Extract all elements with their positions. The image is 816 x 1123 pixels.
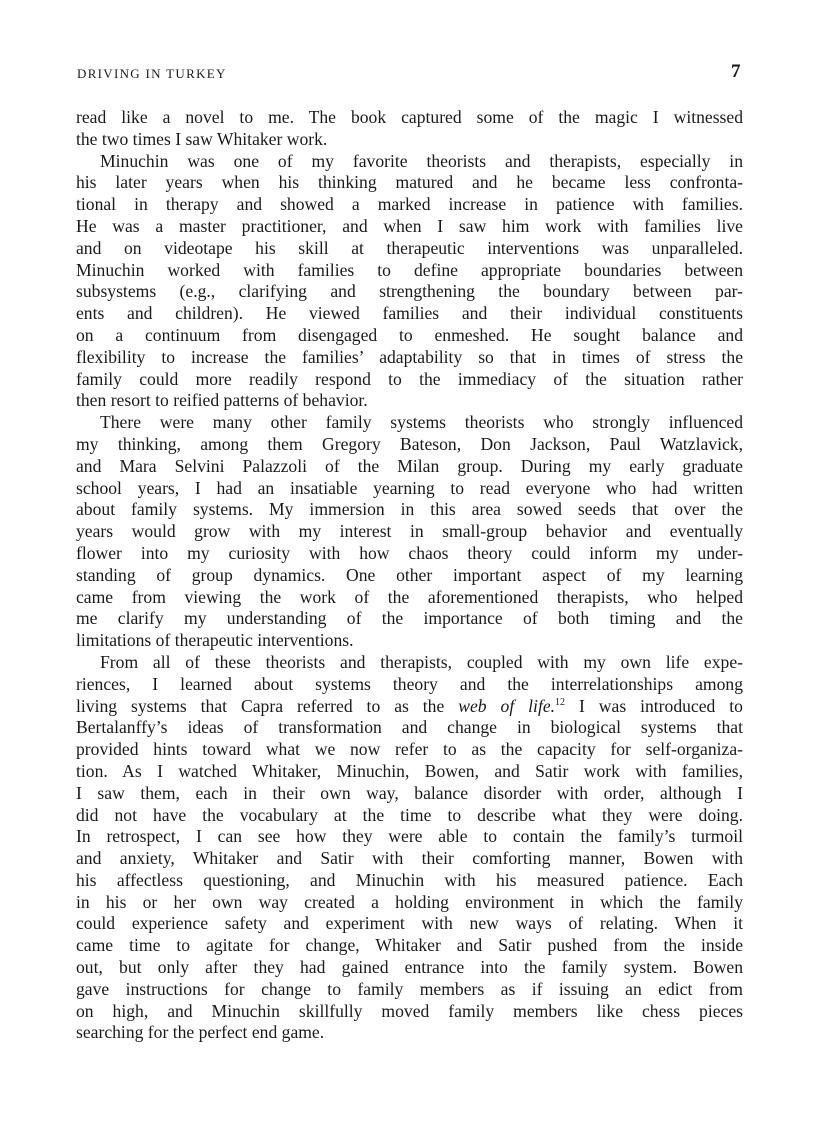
text-line-content: standing of group dynamics. One other important aspect of my learning (76, 564, 743, 585)
text-line (76, 325, 743, 347)
text-line-content: flexibility to increase the families’ adaptability so that in times of stress the (76, 346, 743, 367)
text-line (76, 347, 743, 369)
text-line-content: In retrospect, I can see how they were able to contain the family’s turmoil (76, 826, 743, 847)
text-line-content: gave instructions for change to family members as if issuing an edict from (76, 978, 743, 999)
text-line (76, 805, 743, 827)
text-line (76, 303, 743, 325)
text-line (76, 739, 743, 761)
text-line (76, 892, 743, 914)
text-line-content: on high, and Minuchin skillfully moved family members like chess pieces (76, 1000, 743, 1021)
text-line (76, 369, 743, 391)
text-line-content: came from viewing the work of the aforementioned therapists, who helped (76, 586, 743, 607)
text-line (76, 238, 743, 260)
text-line-content: searching for the perfect end game. (76, 1022, 325, 1043)
text-line-content: tional in therapy and showed a marked increase in patience with families. (76, 194, 743, 215)
text-line-content: and on videotape his skill at therapeutic interventions was unparalleled. (76, 237, 743, 258)
text-line-continuation: I was introduced to (565, 695, 743, 716)
text-line-content: Minuchin was one of my favorite theorists and therapists, especially in (100, 150, 743, 171)
text-line (76, 107, 743, 129)
text-line (76, 151, 743, 173)
text-line-content: I saw them, each in their own way, balance disorder with order, although I (76, 782, 743, 803)
text-line (76, 652, 743, 674)
page-number: 7 (731, 61, 741, 82)
text-line (76, 630, 743, 652)
text-line (76, 478, 743, 500)
text-line-content: and Mara Selvini Palazzoli of the Milan group. During my early graduate (76, 455, 743, 476)
text-line-content: flower into my curiosity with how chaos theory could inform my under- (76, 542, 743, 563)
text-line (76, 281, 743, 303)
text-line (76, 783, 743, 805)
text-line-content: He was a master practitioner, and when I saw him work with families live (76, 215, 743, 236)
text-line (76, 412, 743, 434)
text-line (76, 761, 743, 783)
text-line-content: read like a novel to me. The book captured some of the magic I witnessed (76, 107, 743, 127)
text-line-content: then resort to reified patterns of behavior. (76, 390, 368, 411)
text-line (76, 1001, 743, 1023)
text-line-content: subsystems (e.g., clarifying and strengthening the boundary between par- (76, 281, 743, 302)
text-line (76, 456, 743, 478)
text-line-content: living systems that Capra referred to as the (76, 695, 459, 716)
text-line (76, 434, 743, 456)
text-line (76, 696, 743, 718)
text-line-content: on a continuum from disengaged to enmeshed. He sought balance and (76, 324, 743, 345)
text-line (76, 935, 743, 957)
text-line-content: ents and children). He viewed families and their individual constituents (76, 303, 743, 324)
text-line (76, 172, 743, 194)
text-line (76, 979, 743, 1001)
text-line (76, 565, 743, 587)
text-line (76, 826, 743, 848)
text-line (76, 870, 743, 892)
text-line-content: in his or her own way created a holding environment in which the family (76, 891, 743, 912)
text-line (76, 216, 743, 238)
text-line-content: Bertalanffy’s ideas of transformation and change in biological systems that (76, 717, 743, 738)
text-line-content: school years, I had an insatiable yearning to read everyone who had written (76, 477, 743, 498)
text-line (76, 499, 743, 521)
italic-term: web of life. (458, 695, 556, 716)
text-line (76, 1022, 743, 1044)
footnote-reference: 12 (555, 696, 566, 708)
text-line-content: did not have the vocabulary at the time to describe what they were doing. (76, 804, 743, 825)
text-line (76, 260, 743, 282)
text-line (76, 521, 743, 543)
text-line (76, 913, 743, 935)
text-line (76, 194, 743, 216)
text-line (76, 543, 743, 565)
text-line-content: family could more readily respond to the immediacy of the situation rather (76, 368, 743, 389)
text-line-content: There were many other family systems theorists who strongly influenced (100, 412, 743, 433)
text-line (76, 717, 743, 739)
text-line (76, 390, 743, 412)
text-line (76, 957, 743, 979)
text-line-content: out, but only after they had gained entrance into the family system. Bowen (76, 957, 743, 978)
text-line (76, 129, 743, 151)
text-line-content: Minuchin worked with families to define appropriate boundaries between (76, 259, 743, 280)
text-line-content: From all of these theorists and therapists, coupled with my own life expe- (100, 651, 743, 672)
text-line-content: years would grow with my interest in small-group behavior and eventually (76, 521, 743, 542)
text-line-content: about family systems. My immersion in this area sowed seeds that over the (76, 499, 743, 520)
text-line-content: his later years when his thinking matured and he became less confronta- (76, 172, 743, 193)
text-line (76, 674, 743, 696)
text-line-content: tion. As I watched Whitaker, Minuchin, Bowen, and Satir work with families, (76, 760, 743, 781)
body-text (76, 107, 743, 1044)
text-line-content: could experience safety and experiment with new ways of relating. When it (76, 913, 743, 934)
text-line (76, 608, 743, 630)
text-line-content: limitations of therapeutic interventions. (76, 630, 354, 651)
text-line-content: provided hints toward what we now refer to as the capacity for self-organiza- (76, 739, 743, 760)
text-line-content: my thinking, among them Gregory Bateson, Don Jackson, Paul Watzlavick, (76, 433, 743, 454)
text-line-content: me clarify my understanding of the importance of both timing and the (76, 608, 743, 629)
running-head: DRIVING IN TURKEY (77, 66, 227, 81)
text-line (76, 587, 743, 609)
text-line-content: came time to agitate for change, Whitaker and Satir pushed from the inside (76, 935, 743, 956)
text-line-content: the two times I saw Whitaker work. (76, 128, 328, 149)
text-line-content: riences, I learned about systems theory and the interrelationships among (76, 673, 743, 694)
text-line (76, 848, 743, 870)
text-line-content: and anxiety, Whitaker and Satir with their comforting manner, Bowen with (76, 848, 743, 869)
text-line-content: his affectless questioning, and Minuchin with his measured patience. Each (76, 869, 743, 890)
